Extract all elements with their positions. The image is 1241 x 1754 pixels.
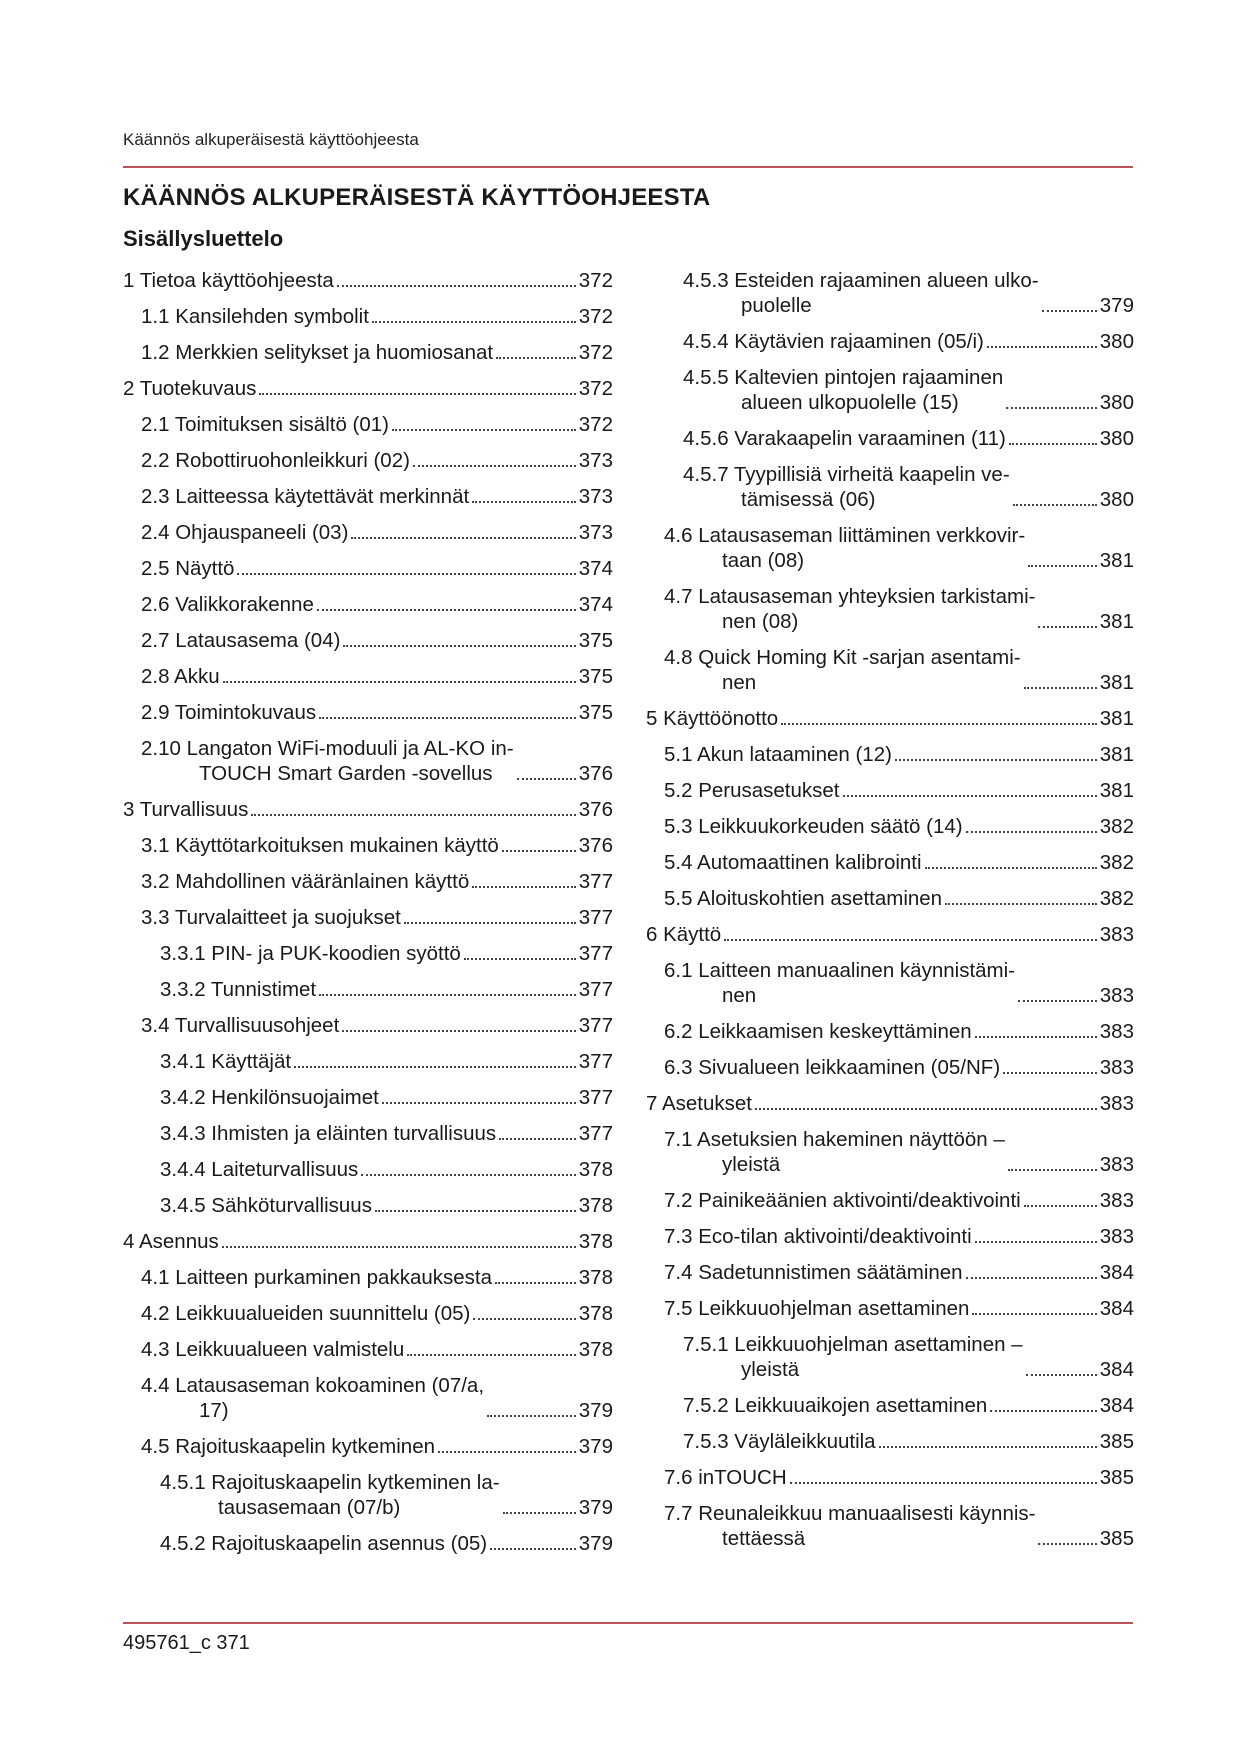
toc-entry[interactable]: [123, 700, 613, 725]
toc-entry-label: 5.3 Leikkuukorkeuden säätö (14): [664, 815, 963, 838]
toc-entry-page: 379: [578, 1435, 613, 1458]
toc-entry-page: 381: [1099, 671, 1134, 694]
toc-column-left: [123, 268, 613, 1567]
toc-leader-dots: [987, 346, 1097, 348]
toc-entry-label: 3.2 Mahdollinen vääränlainen käyttö: [141, 870, 470, 893]
toc-entry[interactable]: [646, 922, 1134, 947]
toc-leader-dots: [343, 645, 575, 647]
toc-leader-dots: [724, 939, 1097, 941]
toc-leader-dots: [294, 1066, 576, 1068]
toc-entry-page: 378: [578, 1302, 613, 1325]
toc-leader-dots: [317, 609, 576, 611]
toc-entry[interactable]: [646, 1393, 1134, 1418]
toc-entry-label: 4.1 Laitteen purkaminen pakkauksesta: [141, 1266, 493, 1289]
toc-leader-dots: [372, 321, 576, 323]
toc-entry-page: 384: [1099, 1297, 1134, 1320]
toc-entry-page: 383: [1099, 984, 1134, 1007]
toc-leader-dots: [945, 903, 1097, 905]
toc-leader-dots: [319, 994, 576, 996]
toc-entry-page: 379: [578, 1496, 613, 1519]
toc-leader-dots: [375, 1210, 576, 1212]
toc-entry-label: 4.2 Leikkuualueiden suunnittelu (05): [141, 1302, 471, 1325]
toc-entry-label: 2.7 Latausasema (04): [141, 629, 341, 652]
toc-entry-label: 4.5.5 Kaltevien pintojen rajaaminen alueen ulkopuolelle (15): [683, 366, 1004, 414]
toc-entry[interactable]: [123, 869, 613, 894]
toc-entry-label: 7 Asetukset: [646, 1092, 752, 1115]
toc-leader-dots: [1006, 407, 1097, 409]
toc-entry[interactable]: [646, 1091, 1134, 1116]
toc-entry-page: 382: [1099, 851, 1134, 874]
toc-leader-dots: [895, 759, 1097, 761]
toc-entry[interactable]: [646, 462, 1134, 512]
toc-leader-dots: [1038, 1543, 1096, 1545]
header-rule: [123, 166, 1133, 168]
toc-entry[interactable]: [123, 1373, 613, 1423]
toc-leader-dots: [487, 1415, 576, 1417]
toc-entry[interactable]: [646, 958, 1134, 1008]
toc-entry[interactable]: [646, 1332, 1134, 1382]
toc-entry-page: 378: [578, 1230, 613, 1253]
toc-leader-dots: [1028, 565, 1097, 567]
toc-entry-page: 372: [578, 341, 613, 364]
toc-entry-page: 383: [1099, 1225, 1134, 1248]
toc-entry-label: 4.5.1 Rajoituskaapelin kytkeminen la- tausasemaan (07/b): [160, 1471, 500, 1519]
toc-entry-page: 385: [1099, 1466, 1134, 1489]
toc-entry[interactable]: [646, 268, 1134, 318]
toc-leader-dots: [1038, 626, 1096, 628]
toc-leader-dots: [223, 681, 576, 683]
toc-entry[interactable]: [123, 412, 613, 437]
toc-entry-label: 3.4.2 Henkilönsuojaimet: [160, 1086, 379, 1109]
toc-leader-dots: [413, 465, 576, 467]
toc-entry-label: 7.5 Leikkuuohjelman asettaminen: [664, 1297, 970, 1320]
toc-leader-dots: [1026, 1374, 1097, 1376]
toc-entry[interactable]: [646, 778, 1134, 803]
toc-entry-label: 2.3 Laitteessa käytettävät merkinnät: [141, 485, 470, 508]
toc-entry-page: 382: [1099, 815, 1134, 838]
toc-entry-label: 1 Tietoa käyttöohjeesta: [123, 269, 334, 292]
toc-entry[interactable]: [646, 850, 1134, 875]
toc-entry[interactable]: [646, 1501, 1134, 1551]
toc-column-right: [646, 268, 1134, 1562]
toc-entry[interactable]: [123, 1013, 613, 1038]
toc-entry-label: 7.5.1 Leikkuuohjelman asettaminen – yleistä: [683, 1333, 1023, 1381]
toc-leader-dots: [1003, 1072, 1097, 1074]
toc-entry[interactable]: [123, 340, 613, 365]
toc-entry-page: 380: [1099, 391, 1134, 414]
toc-entry-label: 2.4 Ohjauspaneeli (03): [141, 521, 349, 544]
toc-leader-dots: [1013, 504, 1097, 506]
toc-entry-page: 373: [578, 449, 613, 472]
toc-entry[interactable]: [646, 1055, 1134, 1080]
toc-entry-label: 3.4.1 Käyttäjät: [160, 1050, 292, 1073]
toc-leader-dots: [251, 814, 575, 816]
toc-entry-page: 383: [1099, 1056, 1134, 1079]
toc-leader-dots: [966, 1277, 1097, 1279]
toc-entry-page: 380: [1099, 427, 1134, 450]
toc-leader-dots: [222, 1246, 576, 1248]
toc-entry[interactable]: [123, 1049, 613, 1074]
toc-entry-page: 374: [578, 593, 613, 616]
toc-entry-page: 375: [578, 701, 613, 724]
toc-entry-page: 375: [578, 665, 613, 688]
toc-entry-label: 2.10 Langaton WiFi-moduuli ja AL-KO in- TOUCH Smart Garden -sovellus: [141, 737, 514, 785]
toc-leader-dots: [472, 886, 576, 888]
toc-entry[interactable]: [123, 1121, 613, 1146]
toc-entry-label: 2.2 Robottiruohonleikkuri (02): [141, 449, 410, 472]
toc-entry-label: 7.2 Painikeäänien aktivointi/deaktivointi: [664, 1189, 1021, 1212]
toc-heading: Sisällysluettelo: [123, 226, 284, 251]
toc-entry-label: 2.8 Akku: [141, 665, 220, 688]
toc-leader-dots: [1018, 1000, 1097, 1002]
toc-entry[interactable]: [123, 1085, 613, 1110]
toc-entry-label: 3.4.4 Laiteturvallisuus: [160, 1158, 359, 1181]
toc-leader-dots: [337, 285, 576, 287]
toc-entry-page: 372: [578, 269, 613, 292]
toc-entry-page: 383: [1099, 1189, 1134, 1212]
toc-entry-page: 378: [578, 1266, 613, 1289]
toc-leader-dots: [879, 1446, 1097, 1448]
toc-entry-label: 5.4 Automaattinen kalibrointi: [664, 851, 922, 874]
toc-entry[interactable]: [123, 376, 613, 401]
toc-entry-label: 6 Käyttö: [646, 923, 722, 946]
toc-entry[interactable]: [123, 556, 613, 581]
toc-entry-label: 2.5 Näyttö: [141, 557, 235, 580]
toc-entry[interactable]: [123, 905, 613, 930]
toc-entry-page: 380: [1099, 488, 1134, 511]
toc-leader-dots: [472, 501, 576, 503]
toc-entry-page: 378: [578, 1158, 613, 1181]
toc-entry-label: 2.6 Valikkorakenne: [141, 593, 314, 616]
toc-entry[interactable]: [123, 628, 613, 653]
toc-entry[interactable]: [123, 664, 613, 689]
toc-entry[interactable]: [123, 304, 613, 329]
toc-entry-label: 3.3.1 PIN- ja PUK-koodien syöttö: [160, 942, 461, 965]
toc-entry-page: 383: [1099, 1092, 1134, 1115]
toc-entry-label: 5 Käyttöönotto: [646, 707, 779, 730]
toc-leader-dots: [975, 1241, 1097, 1243]
toc-entry-page: 385: [1099, 1430, 1134, 1453]
toc-leader-dots: [972, 1313, 1096, 1315]
toc-entry-page: 377: [578, 978, 613, 1001]
toc-leader-dots: [499, 1138, 576, 1140]
toc-entry-label: 1.2 Merkkien selitykset ja huomiosanat: [141, 341, 494, 364]
toc-leader-dots: [404, 922, 576, 924]
toc-leader-dots: [496, 357, 576, 359]
toc-entry-label: 4.3 Leikkuualueen valmistelu: [141, 1338, 405, 1361]
toc-leader-dots: [473, 1318, 575, 1320]
toc-entry-label: 5.5 Aloituskohtien asettaminen: [664, 887, 943, 910]
toc-entry-page: 372: [578, 377, 613, 400]
toc-entry-label: 6.1 Laitteen manuaalinen käynnistämi- nen: [664, 959, 1015, 1007]
toc-entry[interactable]: [646, 1429, 1134, 1454]
toc-entry[interactable]: [123, 797, 613, 822]
toc-entry-page: 380: [1099, 330, 1134, 353]
page-footer: 495761_c 371: [123, 1632, 250, 1654]
toc-leader-dots: [990, 1410, 1096, 1412]
toc-leader-dots: [1009, 443, 1097, 445]
toc-entry[interactable]: [646, 1224, 1134, 1249]
toc-leader-dots: [925, 867, 1097, 869]
toc-entry-page: 372: [578, 413, 613, 436]
toc-entry-page: 381: [1099, 743, 1134, 766]
toc-leader-dots: [319, 717, 576, 719]
toc-entry[interactable]: [123, 448, 613, 473]
toc-entry[interactable]: [123, 833, 613, 858]
toc-entry-label: 7.7 Reunaleikkuu manuaalisesti käynnis- tettäessä: [664, 1502, 1036, 1550]
toc-leader-dots: [392, 429, 576, 431]
toc-entry-page: 372: [578, 305, 613, 328]
toc-entry-label: 7.5.3 Väyläleikkuutila: [683, 1430, 876, 1453]
toc-entry[interactable]: [123, 1265, 613, 1290]
toc-entry-label: 2 Tuotekuvaus: [123, 377, 257, 400]
toc-entry[interactable]: [646, 365, 1134, 415]
toc-entry[interactable]: [123, 268, 613, 293]
toc-entry-label: 3.4 Turvallisuusohjeet: [141, 1014, 340, 1037]
toc-entry[interactable]: [646, 814, 1134, 839]
toc-leader-dots: [490, 1548, 576, 1550]
running-header: Käännös alkuperäisestä käyttöohjeesta: [123, 130, 419, 149]
toc-entry[interactable]: [646, 1188, 1134, 1213]
toc-entry-label: 3 Turvallisuus: [123, 798, 249, 821]
toc-entry[interactable]: [646, 706, 1134, 731]
toc-entry-label: 7.6 inTOUCH: [664, 1466, 787, 1489]
toc-entry[interactable]: [123, 592, 613, 617]
toc-entry[interactable]: [123, 484, 613, 509]
toc-entry-label: 5.1 Akun lataaminen (12): [664, 743, 892, 766]
toc-entry-label: 5.2 Perusasetukset: [664, 779, 840, 802]
toc-leader-dots: [1042, 310, 1097, 312]
toc-leader-dots: [495, 1282, 576, 1284]
toc-entry[interactable]: [123, 1470, 613, 1520]
toc-entry-page: 385: [1099, 1527, 1134, 1550]
toc-entry-label: 7.4 Sadetunnistimen säätäminen: [664, 1261, 963, 1284]
toc-leader-dots: [351, 537, 575, 539]
toc-entry-page: 373: [578, 485, 613, 508]
toc-leader-dots: [755, 1108, 1097, 1110]
toc-entry-label: 4.5.2 Rajoituskaapelin asennus (05): [160, 1532, 488, 1555]
toc-entry-page: 377: [578, 870, 613, 893]
toc-leader-dots: [966, 831, 1097, 833]
toc-entry-page: 378: [578, 1194, 613, 1217]
toc-entry-label: 6.3 Sivualueen leikkaaminen (05/NF): [664, 1056, 1001, 1079]
toc-entry-page: 382: [1099, 887, 1134, 910]
toc-entry-page: 381: [1099, 779, 1134, 802]
toc-entry-page: 384: [1099, 1358, 1134, 1381]
toc-entry-page: 381: [1099, 610, 1134, 633]
toc-entry-label: 4.6 Latausaseman liittäminen verkkovir- taan (08): [664, 524, 1026, 572]
toc-entry-page: 379: [578, 1532, 613, 1555]
toc-entry-page: 381: [1099, 707, 1134, 730]
toc-leader-dots: [503, 1512, 576, 1514]
toc-entry[interactable]: [123, 1531, 613, 1556]
toc-entry-label: 4.4 Latausaseman kokoaminen (07/a, 17): [141, 1374, 485, 1422]
toc-entry-label: 7.3 Eco-tilan aktivointi/deaktivointi: [664, 1225, 972, 1248]
toc-entry-page: 379: [1099, 294, 1134, 317]
toc-leader-dots: [517, 778, 576, 780]
footer-rule: [123, 1622, 1133, 1624]
toc-entry-page: 377: [578, 942, 613, 965]
toc-entry-page: 378: [578, 1338, 613, 1361]
toc-entry[interactable]: [123, 1301, 613, 1326]
toc-entry-label: 3.1 Käyttötarkoituksen mukainen käyttö: [141, 834, 499, 857]
toc-entry-label: 3.3.2 Tunnistimet: [160, 978, 317, 1001]
toc-entry-label: 4.5.3 Esteiden rajaaminen alueen ulko- puolelle: [683, 269, 1039, 317]
toc-leader-dots: [407, 1354, 576, 1356]
toc-leader-dots: [464, 958, 576, 960]
toc-entry[interactable]: [646, 523, 1134, 573]
toc-entry[interactable]: [646, 1019, 1134, 1044]
toc-entry-page: 383: [1099, 923, 1134, 946]
toc-entry[interactable]: [123, 941, 613, 966]
toc-entry-page: 384: [1099, 1394, 1134, 1417]
toc-entry-page: 375: [578, 629, 613, 652]
toc-entry[interactable]: [123, 1337, 613, 1362]
toc-entry-page: 373: [578, 521, 613, 544]
toc-entry[interactable]: [123, 1193, 613, 1218]
toc-entry-page: 383: [1099, 1153, 1134, 1176]
toc-entry-page: 377: [578, 1086, 613, 1109]
toc-entry[interactable]: [646, 742, 1134, 767]
toc-entry-label: 4 Asennus: [123, 1230, 219, 1253]
toc-entry[interactable]: [123, 1229, 613, 1254]
toc-entry-label: 6.2 Leikkaamisen keskeyttäminen: [664, 1020, 972, 1043]
toc-leader-dots: [342, 1030, 575, 1032]
toc-entry-label: 3.4.3 Ihmisten ja eläinten turvallisuus: [160, 1122, 497, 1145]
toc-entry-page: 376: [578, 798, 613, 821]
toc-entry-label: 2.9 Toimintokuvaus: [141, 701, 317, 724]
toc-leader-dots: [1024, 1205, 1097, 1207]
toc-entry-label: 4.7 Latausaseman yhteyksien tarkistami- nen (08): [664, 585, 1036, 633]
toc-entry-page: 377: [578, 1050, 613, 1073]
toc-entry-label: 3.4.5 Sähköturvallisuus: [160, 1194, 372, 1217]
toc-entry-label: 3.3 Turvalaitteet ja suojukset: [141, 906, 401, 929]
toc-leader-dots: [438, 1451, 576, 1453]
toc-entry-label: 7.1 Asetuksien hakeminen näyttöön – yleistä: [664, 1128, 1005, 1176]
toc-entry[interactable]: [123, 977, 613, 1002]
toc-entry-label: 1.1 Kansilehden symbolit: [141, 305, 369, 328]
toc-leader-dots: [382, 1102, 576, 1104]
toc-leader-dots: [502, 850, 576, 852]
toc-leader-dots: [361, 1174, 575, 1176]
toc-entry-page: 383: [1099, 1020, 1134, 1043]
toc-entry-label: 4.5.6 Varakaapelin varaaminen (11): [683, 427, 1006, 450]
toc-entry-page: 377: [578, 1014, 613, 1037]
toc-entry[interactable]: [646, 426, 1134, 451]
toc-leader-dots: [790, 1482, 1097, 1484]
toc-leader-dots: [1008, 1169, 1097, 1171]
toc-entry[interactable]: [646, 1260, 1134, 1285]
toc-entry-page: 376: [578, 834, 613, 857]
toc-entry-label: 4.5.7 Tyypillisiä virheitä kaapelin ve- tämisessä (06): [683, 463, 1010, 511]
toc-entry[interactable]: [646, 1296, 1134, 1321]
toc-entry-page: 374: [578, 557, 613, 580]
toc-entry-page: 384: [1099, 1261, 1134, 1284]
toc-entry[interactable]: [646, 886, 1134, 911]
toc-entry-page: 377: [578, 1122, 613, 1145]
toc-leader-dots: [1024, 687, 1097, 689]
toc-entry[interactable]: [123, 736, 613, 786]
toc-leader-dots: [237, 573, 575, 575]
toc-entry-label: 2.1 Toimituksen sisältö (01): [141, 413, 390, 436]
toc-entry[interactable]: [646, 645, 1134, 695]
toc-leader-dots: [781, 723, 1097, 725]
toc-entry[interactable]: [646, 584, 1134, 634]
toc-leader-dots: [843, 795, 1097, 797]
document-title: KÄÄNNÖS ALKUPERÄISESTÄ KÄYTTÖOHJEESTA: [123, 184, 711, 211]
toc-entry-page: 379: [578, 1399, 613, 1422]
toc-entry[interactable]: [646, 329, 1134, 354]
toc-entry[interactable]: [123, 1434, 613, 1459]
toc-entry[interactable]: [646, 1465, 1134, 1490]
toc-entry-label: 4.8 Quick Homing Kit -sarjan asentami- nen: [664, 646, 1021, 694]
toc-entry-label: 4.5.4 Käytävien rajaaminen (05/i): [683, 330, 984, 353]
toc-entry-label: 4.5 Rajoituskaapelin kytkeminen: [141, 1435, 435, 1458]
toc-entry-label: 7.5.2 Leikkuuaikojen asettaminen: [683, 1394, 988, 1417]
toc-entry-page: 376: [578, 762, 613, 785]
toc-entry-page: 377: [578, 906, 613, 929]
toc-entry[interactable]: [123, 1157, 613, 1182]
toc-leader-dots: [975, 1036, 1097, 1038]
toc-leader-dots: [259, 393, 575, 395]
toc-entry-page: 381: [1099, 549, 1134, 572]
toc-entry[interactable]: [646, 1127, 1134, 1177]
toc-entry[interactable]: [123, 520, 613, 545]
